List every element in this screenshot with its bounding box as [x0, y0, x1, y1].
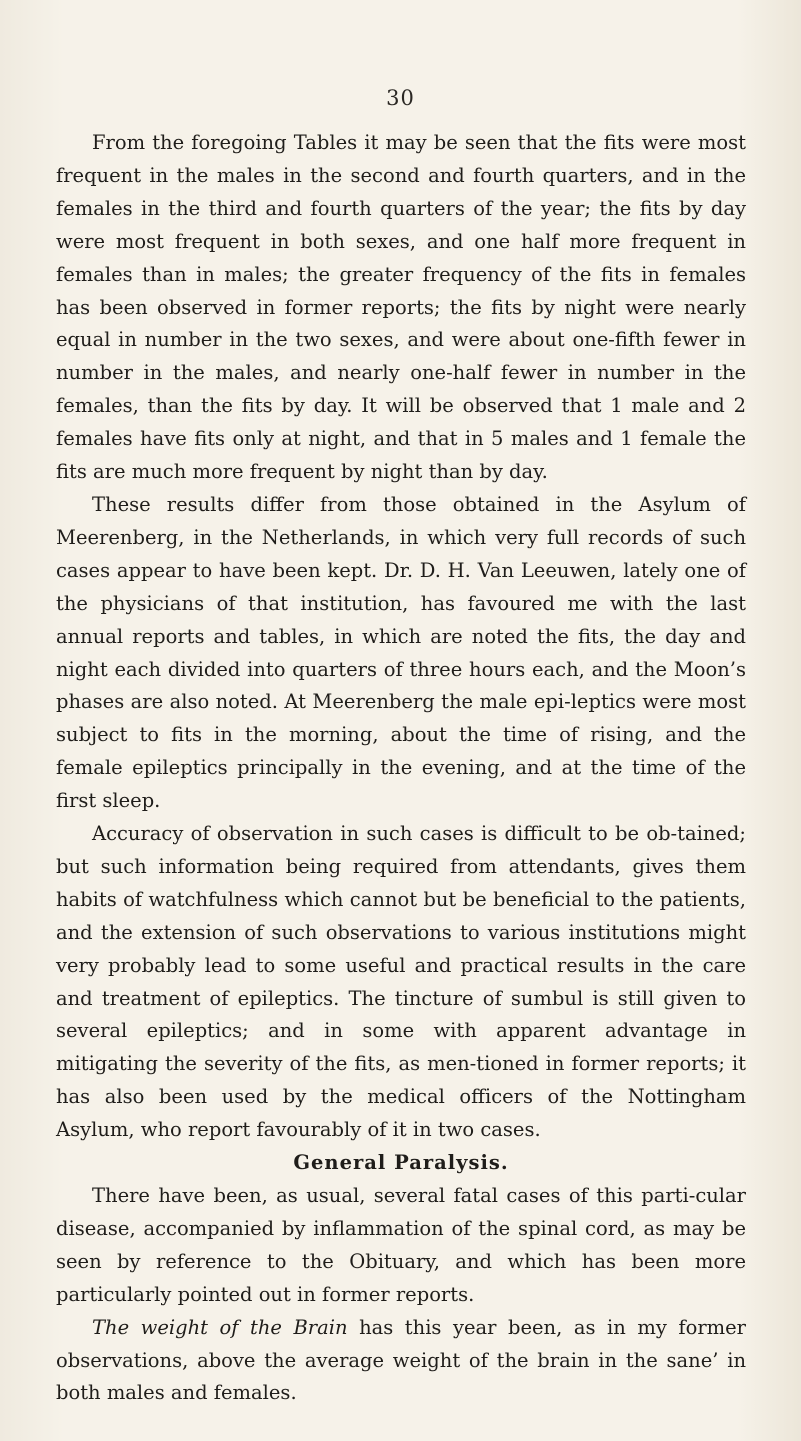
paragraph-general-paralysis: There have been, as usual, several fatal cases of this parti-cular disease, accompanied by inflammation of the spinal cord, as may be seen by reference to the Obituary, and which has been more particularly pointed out in former reports. [56, 1184, 746, 1306]
brain-weight-italic-phrase: The weight of the Brain [92, 1315, 348, 1339]
body-text [56, 127, 746, 1410]
paragraph-meerenberg: These results differ from those obtained in the Asylum of Meerenberg, in the Netherlands, in which very full records of such cases appear to have been kept. Dr. D. H. Van Leeuwen, lately one of the physicians of that institution, has favoured me with the last annual reports and tables, in which are noted the fits, the day and night each divided into quarters of three hours each, and the Moon’s phases are also noted. At Meerenberg the male epi-leptics were most subject to fits in the morning, about the time of rising, and the female epileptics principally in the evening, and at the time of the first sleep. [56, 492, 746, 813]
page-number: 30 [386, 86, 415, 110]
brain-weight-text: has this year been, as in my former observations, above the average weight of the brain in the sane’ in both males and females. [56, 1315, 747, 1405]
paragraph-observation-accuracy: Accuracy of observation in such cases is difficult to be ob-tained; but such information being required from attendants, gives them habits of watchfulness which cannot but be beneficial to the patients, and the extension of such observations to various institutions might very probably lead to some useful and practical results in the care and treatment of epileptics. The tincture of sumbul is still given to several epileptics; and in some with apparent advantage in mitigating the severity of the fits, as men-tioned in former reports; it has also been used by the medical officers of the Nottingham Asylum, who report favourably of it in two cases. [56, 822, 746, 1142]
paragraph-fits-frequency: From the foregoing Tables it may be seen that the fits were most frequent in the males in the second and fourth quarters, and in the females in the third and fourth quarters of the year; the fits by day were most frequent in both sexes, and one half more frequent in females than in males; the greater frequency of the fits in females has been observed in former reports; the fits by night were nearly equal in number in the two sexes, and were about one-fifth fewer in number in the males, and nearly one-half fewer in number in the females, than the fits by day. It will be observed that 1 male and 2 females have fits only at night, and that in 5 males and 1 female the fits are much more frequent by night than by day. [56, 131, 746, 484]
paragraph-brain-weight [56, 1312, 746, 1411]
section-heading-general-paralysis: General Paralysis. [293, 1151, 509, 1175]
